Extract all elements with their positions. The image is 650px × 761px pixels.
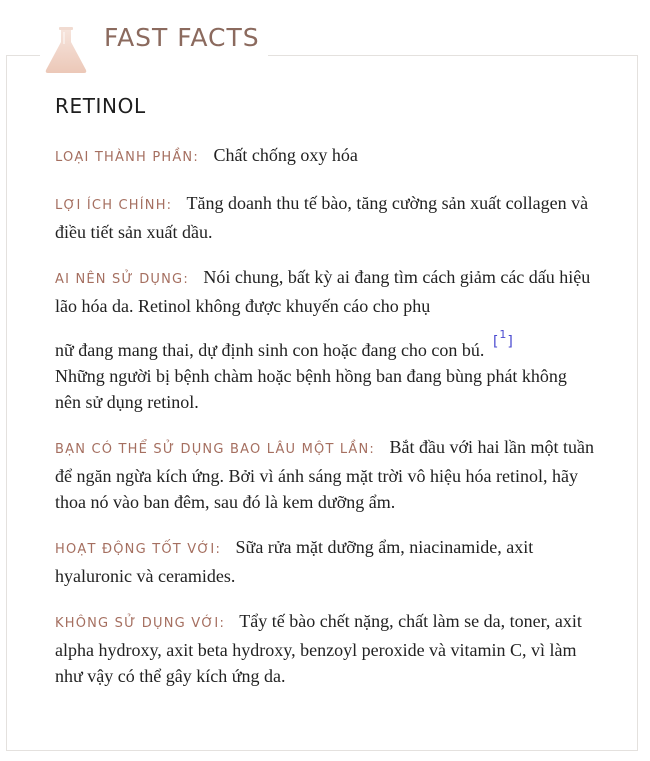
fact-text: nữ đang mang thai, dự định sinh con hoặc đang cho con bú.: [55, 340, 485, 360]
flask-icon: [40, 22, 92, 76]
fact-main-benefits: [55, 190, 595, 245]
line-gap: [55, 319, 595, 337]
fact-text: Nói chung, bất kỳ ai đang tìm cách giảm các dấu hiệu lão hóa da. Retinol không được khuyến cáo cho phụ: [55, 267, 591, 316]
fact-label: LỢI ÍCH CHÍNH:: [55, 198, 173, 213]
fact-works-well-with: [55, 534, 595, 589]
fact-ingredient-type: [55, 142, 595, 171]
fact-label: KHÔNG SỬ DỤNG VỚI:: [55, 616, 226, 631]
fact-how-often: [55, 434, 595, 515]
fact-label: AI NÊN SỬ DỤNG:: [55, 272, 189, 287]
fast-facts-header: [40, 22, 268, 78]
fact-text: Những người bị bệnh chàm hoặc bệnh hồng ban đang bùng phát không nên sử dụng retinol.: [55, 366, 567, 412]
facts-content: [55, 92, 595, 708]
fact-who-should-use: [55, 264, 595, 415]
fact-text: Tẩy tế bào chết nặng, chất làm se da, toner, axit alpha hydroxy, axit beta hydroxy, benzoyl peroxide và vitamin C, vì làm như vậy có thể gây kích ứng da.: [55, 611, 582, 686]
fact-do-not-use-with: [55, 608, 595, 689]
fact-label: LOẠI THÀNH PHẦN:: [55, 150, 199, 165]
citation-link[interactable]: [1]: [492, 328, 513, 350]
fact-label: HOẠT ĐỘNG TỐT VỚI:: [55, 542, 222, 557]
header-title: FAST FACTS: [104, 23, 260, 52]
fact-text: Tăng doanh thu tế bào, tăng cường sản xuất collagen và điều tiết sản xuất dầu.: [55, 193, 589, 242]
product-name: RETINOL: [55, 94, 146, 118]
fact-text: Bắt đầu với hai lần một tuần để ngăn ngừa kích ứng. Bởi vì ánh sáng mặt trời vô hiệu hóa retinol, hãy thoa nó vào ban đêm, sau đó là kem dưỡng ẩm.: [55, 437, 594, 512]
fact-text: Chất chống oxy hóa: [213, 145, 358, 165]
fact-label: BẠN CÓ THỂ SỬ DỤNG BAO LÂU MỘT LẦN:: [55, 442, 375, 457]
citation-number: 1: [499, 328, 507, 341]
fact-text: Sữa rửa mặt dưỡng ẩm, niacinamide, axit hyaluronic và ceramides.: [55, 537, 534, 586]
